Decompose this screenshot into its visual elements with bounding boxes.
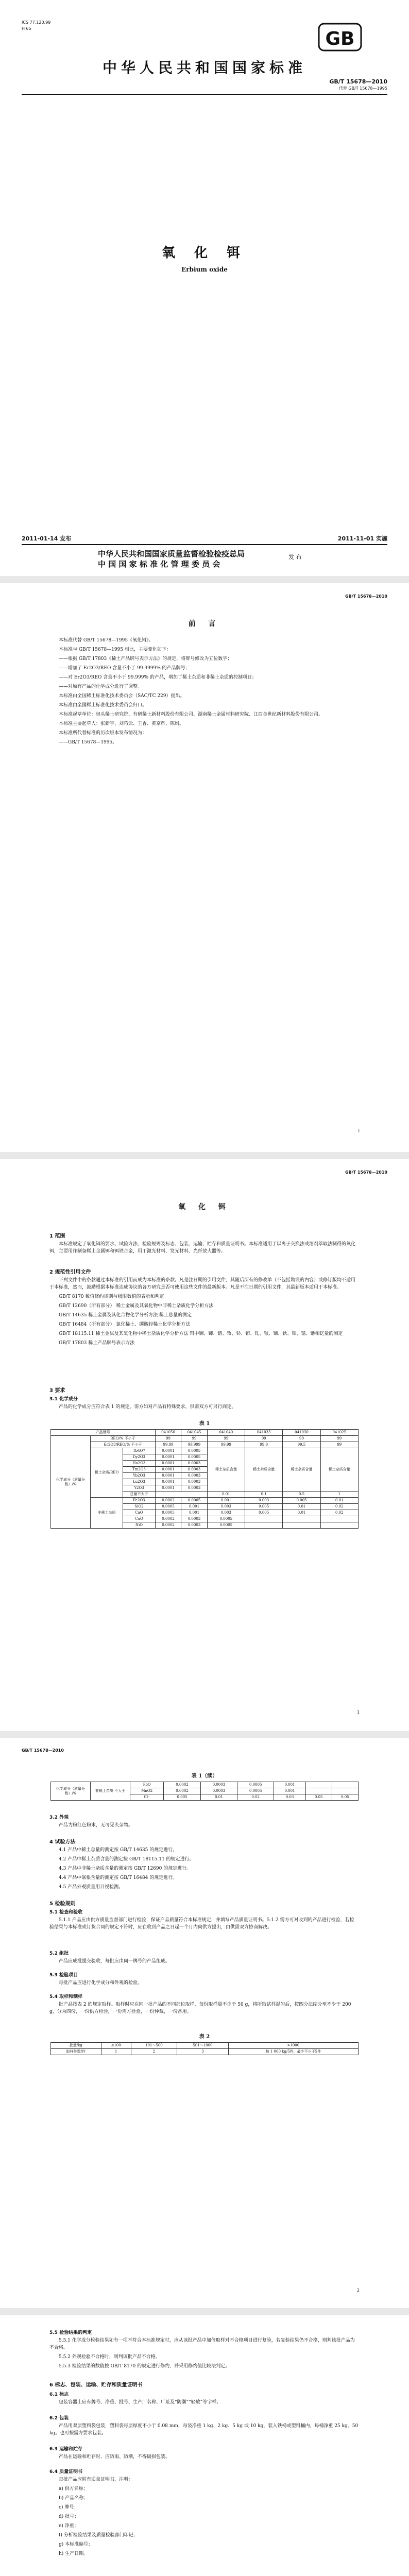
gb-logo-text: GB (325, 28, 355, 49)
section-appearance-title: 3.2 外观 (49, 1815, 69, 1820)
foreword-para: ——根据 GB/T 17803《稀土产品牌号表示方法》的规定，将牌号修改为五位数字； (59, 656, 232, 662)
table-cell: 99.5 (283, 1442, 320, 1448)
issue-date: 2011-01-14 发布 (22, 535, 72, 542)
table-cell: Y2O3 (123, 1485, 156, 1492)
section-inspection-title: 5 检验规则 (49, 1901, 76, 1907)
cover-en-title: Erbium oxide (181, 266, 228, 273)
table-cell: 0.0002 (155, 1498, 181, 1504)
table-cell: 2 (131, 2049, 177, 2055)
issue-word: 发 布 (288, 554, 302, 561)
test-item: 4.4 产品中氯根含量的测定按 GB/T 16484 的规定进行。 (59, 1875, 178, 1880)
table-cell: 0.0001 (155, 1454, 181, 1461)
page-separator (0, 1731, 409, 1738)
implementation-date: 2011-11-01 实施 (337, 535, 387, 542)
paragraph: 产品用双层塑料袋包装，塑料袋每层厚度不小于 0.08 mm，每袋净重 1 kg、2 kg、5 kg 或 10 kg，装入铁桶或塑料桶内，每桶净重 25 kg、50 kg。也可按需方要求包装。 (49, 2424, 359, 2436)
table-cell: 0.0003 (181, 1461, 207, 1467)
table-cell: 稀土杂质含量 (283, 1448, 320, 1492)
reference-item: GB/T 12690（所有部分） 稀土金属及其氧化物中非稀土杂质化学分析方法 (59, 1303, 214, 1309)
table-header: 041040 (207, 1430, 245, 1436)
issuer-sac: 中 国 国 家 标 准 化 管 理 委 员 会 (98, 560, 220, 569)
table-cell: 取样件数/件 (51, 2049, 101, 2055)
table-row-label: 非稀土杂质 不大于 (91, 1782, 130, 1801)
table-cell: 99 (283, 1436, 320, 1442)
table-2 (50, 2042, 359, 2055)
certificate-item: d) 批号； (59, 2514, 79, 2519)
section-certificate-title: 6.4 质量证明书 (49, 2469, 83, 2475)
paragraph: 包装容器上应有牌号、净重、批号、生产厂名称、厂址及“防潮”“轻放”等字样。 (59, 2400, 221, 2405)
section-chem-title: 3.1 化学成分 (49, 1397, 78, 1402)
foreword-title: 前 言 (188, 620, 221, 628)
table-cell: 0.003 (207, 1510, 245, 1516)
section-package-title: 6.2 包装 (49, 2416, 69, 2421)
reference-item: GB/T 8170 数值修约规则与极限数值的表示和判定 (59, 1294, 164, 1299)
standard-title: 中华人民共和国国家标准 (102, 59, 306, 76)
section-chem-text (49, 1403, 359, 1413)
test-item: 4.3 产品中非稀土杂质含量的测定按 GB/T 12690 的规定进行。 (59, 1866, 192, 1871)
table-cell (245, 1522, 283, 1529)
table-cell: 0.0005 (155, 1510, 181, 1516)
table-cell: 0.0003 (181, 1479, 207, 1485)
page-separator (0, 576, 409, 583)
table-cell: Ho2O3 (123, 1461, 156, 1467)
table-cell: 0.003 (245, 1498, 283, 1504)
table-header: 501～1000 (177, 2043, 229, 2049)
page-number: 2 (356, 2288, 360, 2293)
table-cell: 3 (177, 2049, 229, 2055)
certificate-item: f) 分析检验结果及质量检验部门印记； (59, 2533, 138, 2538)
table-cell (305, 1788, 332, 1794)
table-cell: 0.0002 (155, 1516, 181, 1522)
table-header: 批量/kg (51, 2043, 101, 2049)
table-cell: 0.0001 (155, 1473, 181, 1479)
table-cell: 0.0002 (164, 1782, 200, 1788)
table-cell: Er2O3/REO/% 不小于 (91, 1442, 156, 1448)
section-acceptance-text (49, 1917, 359, 1933)
table-cell: 1 (101, 2049, 131, 2055)
table-cell (245, 1516, 283, 1522)
table-cell: 0.003 (207, 1504, 245, 1510)
table-header: 041025 (320, 1430, 358, 1436)
table-cell: 99 (320, 1442, 358, 1448)
reference-item: GB/T 14635 稀土金属及其化合物化学分析方法 稀土总量的测定 (59, 1313, 192, 1318)
table-cell: 0.0002 (155, 1522, 181, 1529)
section-judgment-body (49, 2337, 359, 2372)
table-cell: 0.0005 (181, 1448, 207, 1454)
foreword-para: 本标准与 GB/T 15678—1995 相比，主要变化如下： (59, 647, 171, 652)
section-mark-title: 6.1 标志 (49, 2392, 69, 2397)
paragraph: 产品的化学成分应符合表 1 的规定。需方如对产品有特殊要求，供需双方可另行商定。 (59, 1404, 236, 1410)
replaces-note: 代替 GB/T 15678—1995 (338, 86, 387, 91)
table-cell: Tm2O3 (123, 1467, 156, 1473)
certificate-item: h) 生产日期。 (59, 2551, 89, 2556)
test-item: 4.5 产品外观质量用目视检测。 (59, 1885, 124, 1890)
page-separator (0, 1152, 409, 1159)
table-cell: 0.01 (283, 1510, 320, 1516)
table-cell: 0.03 (274, 1794, 305, 1801)
table-cell: Fe2O3 (123, 1498, 156, 1504)
reference-item: GB/T 18115.11 稀土金属及其氧化物中稀土杂质化学分析方法 铒中镧、铈、镨、钕、钐、铕、钆、铽、镝、钬、铥、镱、镥和钇量的测定 (59, 1331, 343, 1336)
table-cell: 0.0002 (164, 1788, 200, 1794)
section-judgment-title: 5.5 检验结果的判定 (49, 2330, 92, 2335)
table-cell: 0.0001 (155, 1461, 181, 1467)
table-cell: PbO (130, 1782, 164, 1788)
paragraph: 每批产品应附有质量证明书，注明： (59, 2477, 133, 2482)
paragraph: 5.1.1 产品应由供方质量监督部门进行检验，保证产品质量符合本标准规定，并填写产品质量证明书。5.1.2 需方可对收到的产品进行检验，若检验结果与本标准或订货合同的规定不符时，应在收到产品之日起一个月内向供方提出，由供需双方协商解决。 (49, 1918, 354, 1930)
section-batch-text (49, 1958, 359, 1967)
table-cell: 0.0003 (181, 1522, 207, 1529)
judgment-item: 5.5.1 化学成分检验结果如有一项不符合本标准规定时，应从该批产品中加倍取样对不合格项目进行复验，若复验结果仍不合格，则判该批产品为不合格。 (49, 2338, 355, 2350)
table-cell: 0.001 (274, 1788, 305, 1794)
table-cell: 0.0001 (155, 1479, 181, 1485)
page-number: 1 (356, 1710, 360, 1715)
table-cell: 0.001 (274, 1782, 305, 1788)
table-row-label: 化学成分（质量分数）/% (51, 1436, 91, 1529)
running-header: GB/T 15678—2010 (345, 1170, 387, 1175)
running-header: GB/T 15678—2010 (345, 594, 387, 599)
table-cell: 99 (155, 1436, 181, 1442)
section-refs-body (49, 1277, 359, 1349)
table-cell: 0.005 (164, 1794, 200, 1801)
table-cell: NiO (123, 1522, 156, 1529)
ics-code: ICS 77.120.99 (22, 20, 51, 25)
table-header: 041030 (283, 1430, 320, 1436)
foreword-para: 本标准所代替标准的历次版本发布情况为： (59, 731, 147, 736)
table-cell: 0.0001 (155, 1448, 181, 1454)
table-cell: 0.0005 (181, 1454, 207, 1461)
table-cell: 0.1 (245, 1492, 283, 1498)
foreword-para: 本标准主要起草人：张新宇、刘巧云、王香、黄京辉、陈娟。 (59, 721, 184, 726)
table-cell: Lu2O3 (123, 1479, 156, 1485)
table-header: 041045 (181, 1430, 207, 1436)
table-row-label: 稀土杂质/REO (91, 1448, 123, 1498)
table-cell: 0.02 (237, 1794, 274, 1801)
section-items-title: 5.3 检验项目 (49, 1973, 78, 1978)
table-cell: Tb4O7 (123, 1448, 156, 1454)
table-cell: 0.0003 (200, 1782, 237, 1788)
table-header: 产品牌号 (51, 1430, 156, 1436)
section-scope-title: 1 范围 (49, 1233, 65, 1239)
table-cell: 0.0001 (155, 1467, 181, 1473)
page-number: I (358, 1129, 360, 1133)
table-cell: 0.01 (207, 1492, 245, 1498)
table-cell: 0.0005 (181, 1498, 207, 1504)
table-header: 101～500 (131, 2043, 177, 2049)
table-cell: Cl⁻ (130, 1794, 164, 1801)
table-cell: 0.0005 (237, 1782, 274, 1788)
table-header: 041035 (245, 1430, 283, 1436)
table-cell: CuO (123, 1516, 156, 1522)
section-sampling-text (49, 2001, 359, 2018)
table-cell: 0.01 (200, 1794, 237, 1801)
section-transport-title: 6.3 运输和贮存 (49, 2447, 83, 2452)
foreword-para: 本标准代替 GB/T 15678—1995《氧化铒》。 (59, 638, 154, 643)
section-items-text (49, 1979, 359, 1989)
table-cell: 99.99 (207, 1442, 245, 1448)
table-cell: 0.05 (305, 1794, 332, 1801)
table-header: >1000 (228, 2043, 358, 2049)
table-cell: 0.0005 (207, 1522, 245, 1529)
table-cell (332, 1782, 358, 1788)
paragraph: 产品应成批提交验收，每批应由同一牌号的产品组成。 (59, 1959, 171, 1964)
paragraph: 产品为粉红色粉末，无可见夹杂物。 (59, 1823, 133, 1828)
table-cell: 0.0001 (155, 1485, 181, 1492)
section-mark-text (49, 2399, 359, 2408)
foreword-body (49, 637, 359, 748)
table-cell: 0.0003 (181, 1467, 207, 1473)
table-cell: 稀土杂质含量 (320, 1448, 358, 1492)
table-cell: 稀土杂质含量 (245, 1448, 283, 1492)
running-header: GB/T 15678—2010 (22, 1748, 64, 1753)
table-cell: 99.99 (155, 1442, 181, 1448)
foreword-para: 本标准由全国稀土标准化技术委员会（SAC/TC 229）提出。 (59, 693, 185, 699)
table-cell: 0.0005 (237, 1788, 274, 1794)
table-cell: 0.0003 (181, 1485, 207, 1492)
table-cell: CaO (123, 1510, 156, 1516)
paragraph: 每批产品应进行化学成分和外观的检验。 (59, 1980, 143, 1986)
section-test-body (49, 1846, 359, 1893)
table-cell: 0.01 (320, 1498, 358, 1504)
table-cell: 按 1 000 kg/5件，最少不少于5件 (228, 2049, 358, 2055)
table-cell: 0.02 (320, 1504, 358, 1510)
table1-title: 表 1 (199, 1421, 210, 1427)
certificate-item: b) 产品名称； (59, 2496, 89, 2501)
table-cell: 0.005 (283, 1498, 320, 1504)
table-cell (305, 1782, 332, 1788)
certificate-item: a) 供方名称； (59, 2486, 88, 2492)
ccs-code: H 65 (22, 26, 31, 31)
certificate-item: c) 牌号； (59, 2505, 79, 2510)
table-cell (155, 1492, 207, 1498)
table-cell: 0.001 (181, 1504, 207, 1510)
foreword-para: 本标准由全国稀土标准化技术委员会归口。 (59, 703, 147, 708)
paragraph: 本标准规定了氧化铒的要求、试验方法、检验规则及标志、包装、运输、贮存和质量证明书。本标准适用于以离子交换法或溶剂萃取法制得的氧化铒，主要用作制备稀土金属铒和铒铁合金，用于激光材料、发光材料、光纤放大器等。 (49, 1242, 356, 1254)
table-cell: 0.0003 (200, 1788, 237, 1794)
table-1-continued (50, 1782, 359, 1801)
section-req-title: 3 要求 (49, 1388, 65, 1394)
table-cell (332, 1788, 358, 1794)
table-1 (50, 1429, 359, 1529)
table-cell: REO/% 不小于 (91, 1436, 156, 1442)
table-cell: 99.999 (181, 1442, 207, 1448)
table-cell: 总量不大于 (123, 1492, 156, 1498)
section-sampling-title: 5.4 取样和制样 (49, 1994, 83, 1999)
section-package-text (49, 2422, 359, 2439)
judgment-item: 5.5.2 外观检验不合格时，则判该批产品不合格。 (59, 2354, 160, 2360)
table-cell: 0.5 (283, 1492, 320, 1498)
table-cell: 99 (181, 1436, 207, 1442)
table-cell: 稀土杂质含量 (207, 1448, 245, 1492)
cover-top-rule (22, 94, 387, 95)
foreword-para: ——对原有产品的化学成分进行了调整。 (59, 684, 143, 689)
table2-title: 表 2 (199, 2034, 210, 2040)
certificate-item: e) 净重； (59, 2523, 79, 2529)
section-refs-title: 2 规范性引用文件 (49, 1269, 91, 1275)
table-cell: MnO2 (130, 1788, 164, 1794)
test-item: 4.2 产品中稀土杂质含量的测定按 GB/T 18115.11 的规定进行。 (59, 1857, 194, 1862)
table-row-label: 化学成分（质量分数）/% (51, 1782, 91, 1801)
section-test-title: 4 试验方法 (49, 1839, 76, 1845)
table-cell: Dy2O3 (123, 1454, 156, 1461)
paragraph: 下列文件中的条款通过本标准的引用而成为本标准的条款。凡是注日期的引用文件，其随后所有的修改单（不包括勘误的内容）或修订版均不适用于本标准，然而，鼓励根据本标准达成协议的各方研究是否可使用这些文件的最新版本。凡是不注日期的引用文件，其最新版本适用于本标准。 (49, 1278, 356, 1290)
standard-number: GB/T 15678—2010 (329, 78, 387, 85)
table-header: 041050 (155, 1430, 181, 1436)
page-separator (0, 2308, 409, 2315)
paragraph: 批产品按表 2 的规定取样。取样时应在同一批产品的不同部位取样，每份取样量不少于 50 g，将所取试样混匀后，按四分法缩分至不少于 200 g，分为四份，一份供方检验，一份需方检验，一份仲裁，一份备用。 (49, 2002, 351, 2014)
foreword-para: ——增加了 Er2O3/REO 含量不小于 99.9999% 的产品牌号； (59, 666, 190, 671)
table-cell: 99 (245, 1436, 283, 1442)
section-scope-text (49, 1241, 359, 1257)
test-item: 4.1 产品中稀土总量的测定按 GB/T 14635 的规定进行。 (59, 1848, 178, 1853)
paragraph: 产品在运输和贮存时，应防雨、防潮，不得破损包装。 (59, 2454, 171, 2460)
table-cell (283, 1522, 320, 1529)
section-marking-title: 6 标志、包装、运输、贮存和质量证明书 (49, 2382, 143, 2388)
table-cell: 99 (207, 1436, 245, 1442)
section-transport-text (49, 2453, 359, 2463)
body-title: 氧 化 铒 (178, 1203, 231, 1211)
table-cell: 0.0005 (155, 1504, 181, 1510)
cover-bottom-rule (22, 544, 387, 545)
table-cell: 0.0003 (181, 1473, 207, 1479)
section-acceptance-title: 5.1 检查和验收 (49, 1910, 83, 1915)
issuer-aqsiq: 中华人民共和国国家质量监督检验检疫总局 (98, 549, 245, 558)
table-cell (283, 1516, 320, 1522)
gb-logo (317, 22, 363, 53)
section-appearance-text (49, 1822, 359, 1831)
judgment-item: 5.5.3 检验结果的数值按 GB/T 8170 的规定进行修约，并采用修约值比较法判定。 (59, 2364, 230, 2369)
table-cell: 0.005 (245, 1504, 283, 1510)
foreword-para: 本标准起草单位：包头稀土研究院、有研稀土新材料股份有限公司、湖南稀土金属材料研究院、江西金世纪新材料股份有限公司。 (59, 712, 323, 717)
section-certificate-body (49, 2476, 359, 2560)
table-cell: 0.0005 (207, 1516, 245, 1522)
table-cell: 0.02 (320, 1510, 358, 1516)
table-cell: 0.005 (245, 1510, 283, 1516)
table-cell: 0.01 (283, 1504, 320, 1510)
table-cell: 0.001 (207, 1498, 245, 1504)
table-cell (320, 1522, 358, 1529)
table-cell: SiO2 (123, 1504, 156, 1510)
cover-cn-title: 氧 化 铒 (161, 245, 248, 261)
table-row-label: 非稀土杂质 (91, 1498, 123, 1529)
table1-cont-title: 表 1（续） (191, 1773, 218, 1779)
table-cell: 1 (320, 1492, 358, 1498)
table-header: ≤100 (101, 2043, 131, 2049)
table-cell: 0.001 (181, 1510, 207, 1516)
table-cell: 99 (320, 1436, 358, 1442)
reference-item: GB/T 17803 稀土产品牌号表示方法 (59, 1341, 135, 1346)
table-cell: 0.0003 (181, 1516, 207, 1522)
table-cell: 0.05 (332, 1794, 358, 1801)
table-cell (320, 1516, 358, 1522)
foreword-para: ——GB/T 15678—1995。 (59, 740, 117, 745)
foreword-para: ——对 Er2O3/REO 含量不小于 99.999% 的产品，增加了稀土杂质和非稀土杂质的控制项目； (59, 675, 257, 680)
certificate-item: g) 本标准编号； (59, 2542, 93, 2547)
reference-item: GB/T 16484（所有部分） 氯化稀土、碳酸轻稀土化学分析方法 (59, 1322, 191, 1327)
section-batch-title: 5.2 组批 (49, 1951, 69, 1956)
table-cell: 99.9 (245, 1442, 283, 1448)
table-cell: Yb2O3 (123, 1473, 156, 1479)
